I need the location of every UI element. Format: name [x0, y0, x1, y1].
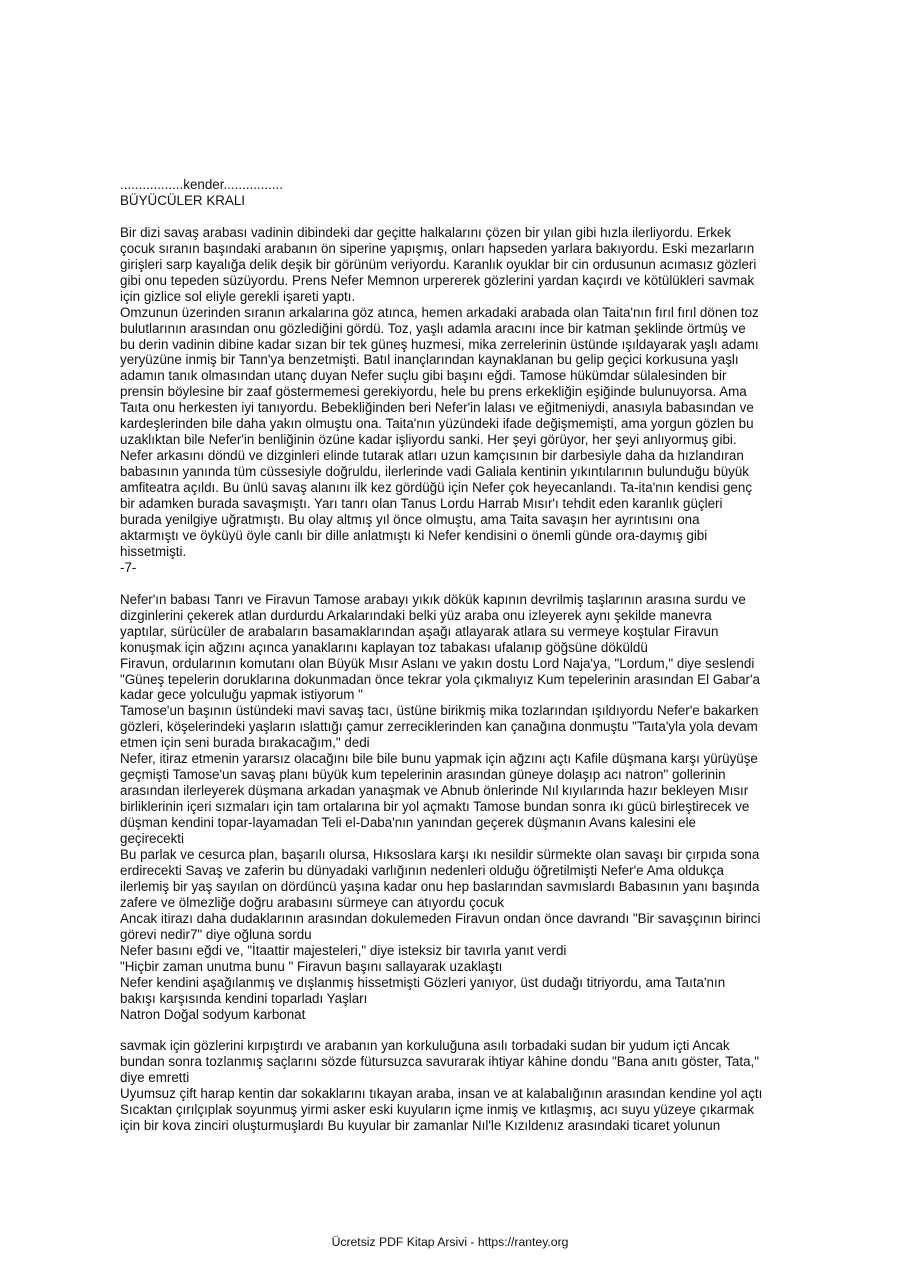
- page-footer: Ücretsiz PDF Kitap Arsivi - https://rantey.org: [331, 1235, 569, 1249]
- document-page: [120, 177, 810, 1134]
- text-block-2: Nefer'ın babası Tanrı ve Firavun Tamose arabayı yıkık dökük kapının devrilmiş taşlarının arasına surdu ve dizginlerini çekerek atlan durdurdu Arkalarındaki belki yüz araba onu izleyerek aynı şekilde manevra yaptılar, sürücüler de arabaların basamaklarından aşağı atlayarak atlara su vermeye koştular Firavun konuşmak için ağzını açınca yanaklarını kaplayan toz tabakası ufalanıp göğsüne döküldü Firavun, ordularının komutanı olan Büyük Mısır Aslanı ve yakın dostu Lord Naja'ya, "Lordum," diye seslendi "Güneş tepelerin doruklarına dokunmadan önce tekrar yola çıkmalıyız Kum tepelerinin arasından El Gabar'a kadar gece yolculuğu yapmak istiyorum " Tamose'un başının üstündeki mavi savaş tacı, üstüne birikmiş mika tozlarından ışıldıyordu Nefer'e bakarken gözleri, köşelerindeki yaşların ıslattığı çamur zerreciklerinden kan çanağına donmuştu "Taıta'yla yola devam etmen için seni burada bırakacağım," dedi Nefer, itiraz etmenin yararsız olacağını bile bile bunu yapmak için ağzını açtı Kafile düşmana karşı yürüyüşe geçmişti Tamose'un savaş planı büyük kum tepelerinin arasından güneye dolaşıp acı natron" gollerinin arasından ilerleyerek düşmana arkadan yanaşmak ve Abnub önlerinde Nıl kıyılarında hazır bekleyen Mısır birliklerinin içeri sızmaları için tam ortalarına bir yol açmaktı Tamose bundan sonra ıkı gücü birleştirecek ve düşman kendini topar-layamadan Teli el-Daba'nın yanından geçerek düşmanın Avans kalesini ele geçirecekti Bu parlak ve cesurca plan, başarılı olursa, Hıksoslara karşı ıkı nesildir sürmekte olan savaşı bir çırpıda sona erdirecekti Savaş ve zaferin bu dünyadaki varlığının nedenleri olduğu öğretilmişti Nefer'e Ama oldukça ilerlemiş bir yaş sayılan on dördüncü yaşına kadar onu hep baslarından savmıslardı Babasının yanı başında zafere ve ölmezliğe doğru arabasını sürmeye can atıyordu çocuk Ancak itirazı daha dudaklarının arasından dokulemeden Firavun ondan önce davrandı "Bir savaşçının birinci görevi nedir7" diye oğluna sordu Nefer basını eğdi ve, "İtaattir majesteleri," diye isteksiz bir tavırla yanıt verdi "Hiçbir zaman unutma bunu " Firavun başını sallayarak uzaklaştı Nefer kendini aşağılanmış ve dışlanmış hissetmişti Gözleri yanıyor, üst dudağı titriyordu, ama Taıta'nın bakışı karşısında kendini toparladı Yaşları Natron Doğal sodyum karbonat: [120, 591, 761, 1022]
- text-block-3: savmak için gözlerini kırpıştırdı ve arabanın yan korkuluğuna asılı torbadaki sudan bir yudum içti Ancak bundan sonra tozlanmış saçlarını sözde fütursuzca savurarak ihtiyar kâhine dondu "Bana anıtı göster, Tata," diye emretti Uyumsuz çift harap kentin dar sokaklarını tıkayan araba, insan ve at kalabalığının arasından kendine yol açtı Sıcaktan çırılçıplak soyunmuş yirmi asker eski kuyuların içme inmiş ve kıtlaşmış, acı suyu yüzeye çıkarmak için bir kova zinciri oluşturmuşlardı Bu kuyular bir zamanlar Nıl'le Kızıldenız arasındaki ticaret yolunun: [120, 1038, 763, 1134]
- header-line: .................kender................: [120, 177, 283, 192]
- paragraph-gap: [120, 1022, 810, 1038]
- paragraph-gap: [120, 209, 810, 225]
- document-title: BÜYÜCÜLER KRALI: [120, 192, 246, 208]
- paragraph-gap: [120, 576, 810, 592]
- text-block-1: Bir dizi savaş arabası vadinin dibindeki dar geçitte halkalarını çözen bir yılan gibi hızla ilerliyordu. Erkek çocuk sıranın başındaki arabanın ön siperine yapışmış, onları hapseden yarlara bakıyordu. Eski mezarların girişleri sarp kayalığa delik deşik bir görünüm veriyordu. Karanlık oyuklar bir cin ordusunun acımasız gözleri gibi onu tepeden süzüyordu. Prens Nefer Memnon urpererek gözlerini yardan kaçırdı ve kötülükleri savmak için gizlice sol eliyle gerekli işareti yaptı. Omzunun üzerinden sıranın arkalarına göz atınca, hemen arkadaki arabada olan Taita'nın fırıl fırıl dönen toz bulutlarının arasından onu gözlediğini gördü. Toz, yaşlı adamla aracını ince bir katman şeklinde örtmüş ve bu derin vadinin dibine kadar sızan bir tek güneş huzmesi, mika zerrelerinin üstünde ışıldayarak yaşlı adamı yeryüzüne inmiş bir Tann'ya benzetmişti. Batıl inançlarından kaynaklanan bu gelip geçici korkusuna yaşlı adamın tanık olmasından utanç duyan Nefer suçlu gibi başını eğdi. Tamose hükümdar sülalesinden bir prensin böylesine bir zaaf göstermemesi gerekiyordu, hele bu prens erkekliğin eşiğinde bulunuyorsa. Ama Taıta onu herkesten iyi tanıyordu. Bebekliğinden beri Nefer'in lalası ve eğitmeniydi, anasıyla babasından ve kardeşlerinden bile daha yakın olmuştu ona. Taita'nın yüzündeki ifade değişmemişti, ama yorgun gözlen bu uzaklıktan bile Nefer'in benliğinin özüne kadar işliyordu sanki. Her şeyi görüyor, her şeyi anlıyormuş gibi. Nefer arkasını döndü ve dizginleri elinde tutarak atları uzun kamçısının bir darbesiyle daha da hızlandıran babasının yanında tüm cüssesiyle doğruldu, ilerlerinde vadi Galiala kentinin yıkıntılarının bulunduğu büyük amfiteatra açıldı. Bu ünlü savaş alanını ilk kez gördüğü için Nefer çok heyecanlandı. Ta-ita'nın kendisi genç bir adamken burada savaşmıştı. Yarı tanrı olan Tanus Lordu Harrab Mısır'ı tehdit eden karanlık güçleri burada yenilgiye uğratmıştı. Bu olay altmış yıl önce olmuştu, ama Taita savaşın her ayrıntısını ona aktarmıştı ve öyküyü öyle canlı bir dille anlatmıştı ki Nefer kendisini o önemli günde ora-daymış gibi hissetmişti. -7-: [120, 224, 759, 575]
